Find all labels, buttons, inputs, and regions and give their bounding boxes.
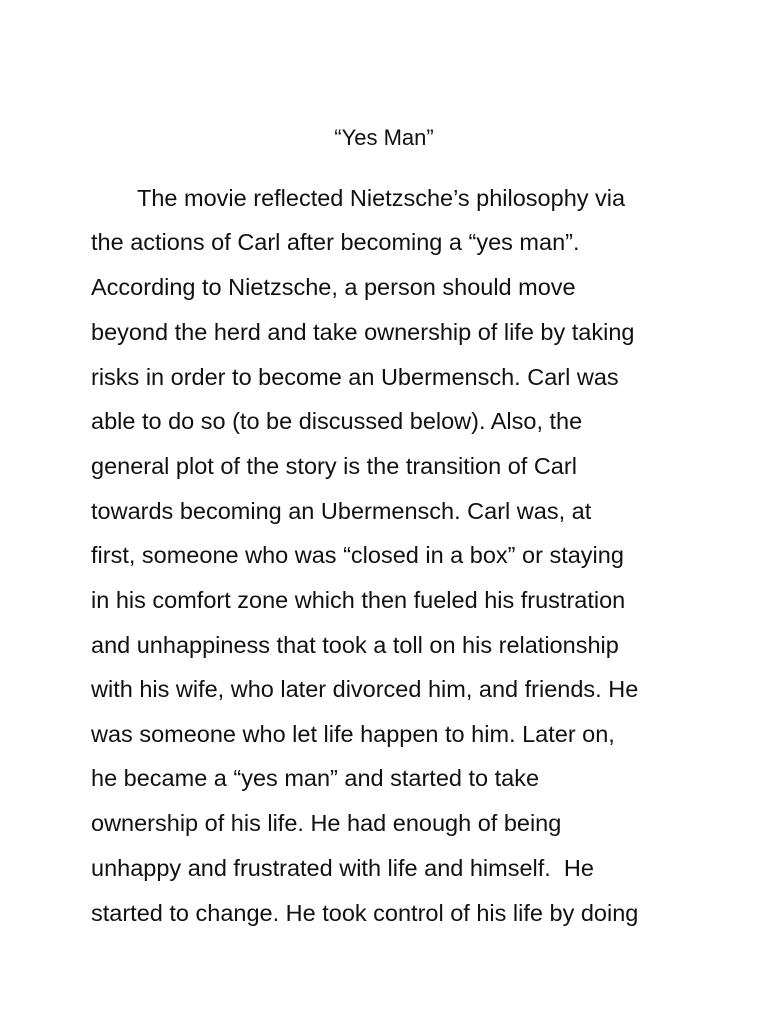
paragraph-line: was someone who let life happen to him. Later on, [91,721,615,747]
paragraph-line: risks in order to become an Ubermensch. Carl was [91,364,619,390]
paragraph-line: beyond the herd and take ownership of life by taking [91,319,635,345]
paragraph-line: ownership of his life. He had enough of being [91,810,562,836]
paragraph-line: started to change. He took control of his life by doing [91,900,639,926]
paragraph-line: the actions of Carl after becoming a “yes man”. [91,229,580,255]
paragraph-line: he became a “yes man” and started to take [91,765,540,791]
paragraph-line: unhappy and frustrated with life and himself. He [91,855,594,881]
paragraph-line: able to do so (to be discussed below). Also, the [91,408,583,434]
paragraph-line: and unhappiness that took a toll on his relationship [91,632,619,658]
paragraph-line: first, someone who was “closed in a box” or staying [91,542,624,568]
document-title: “Yes Man” [334,125,434,150]
paragraph-line: general plot of the story is the transition of Carl [91,453,577,479]
paragraph-line: in his comfort zone which then fueled his frustration [91,587,626,613]
paragraph-line: towards becoming an Ubermensch. Carl was, at [91,498,592,524]
paragraph-line: According to Nietzsche, a person should move [91,274,576,300]
paragraph-line: The movie reflected Nietzsche’s philosophy via [137,185,626,211]
paragraph-line: with his wife, who later divorced him, and friends. He [91,676,639,702]
